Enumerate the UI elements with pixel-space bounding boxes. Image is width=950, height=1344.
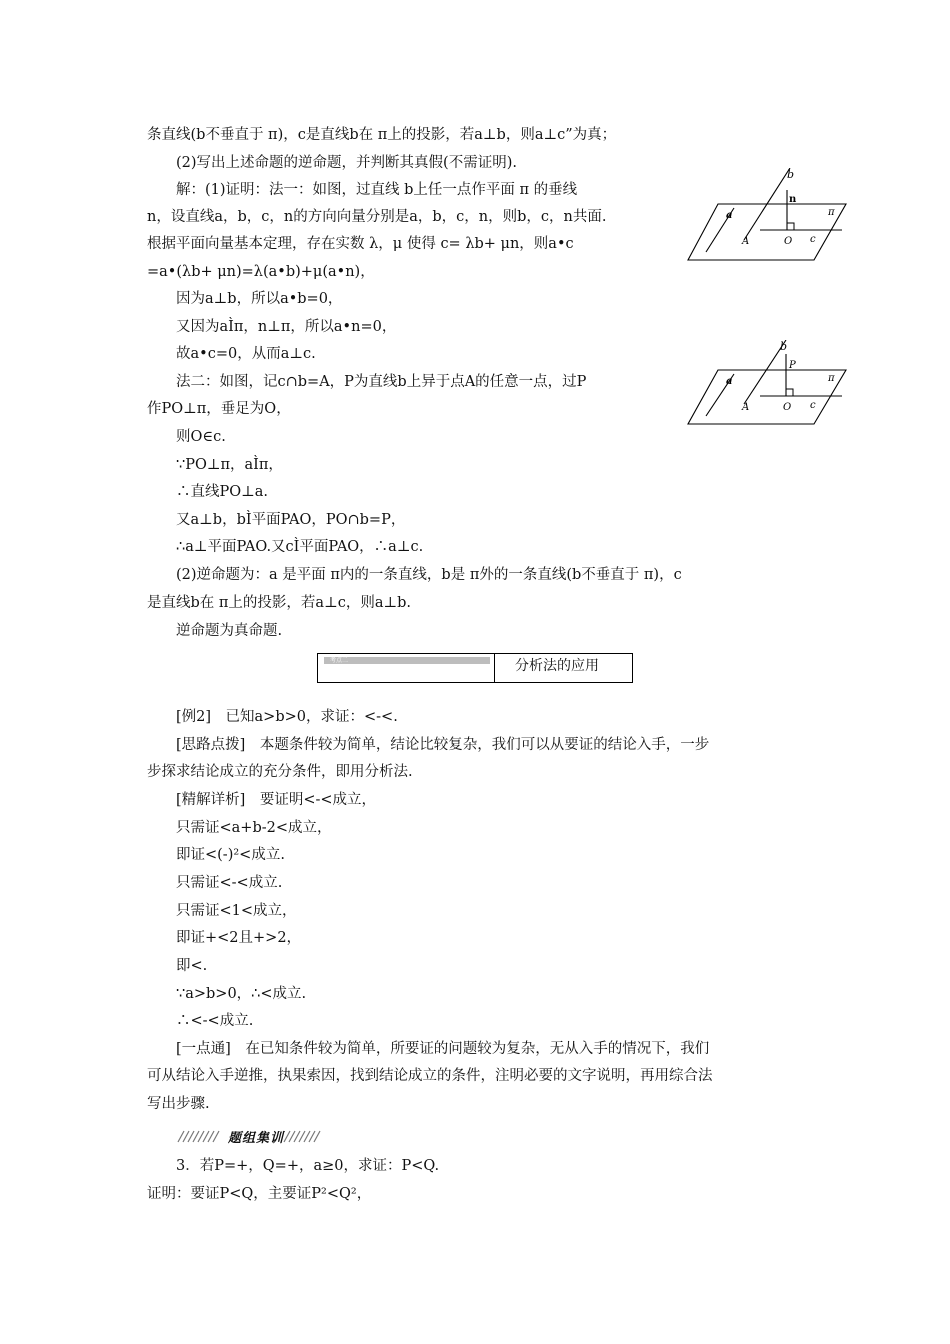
text-line: 即<. — [176, 958, 208, 974]
text-line: n，设直线a，b，c，n的方向向量分别是a，b，c，n，则b，c，n共面. — [147, 209, 607, 225]
text-line: 则O∈c. — [176, 429, 226, 445]
text-line: ∵PO⊥π，aÌπ， — [176, 457, 283, 473]
text-line: 步探求结论成立的充分条件，即用分析法. — [147, 764, 413, 780]
label-A: A — [742, 402, 750, 413]
label-b: b — [787, 168, 795, 181]
text-line: 只需证<a+b-2<成立， — [176, 820, 332, 836]
figure-plane-perpendicular-n — [686, 168, 848, 264]
plane-pi — [688, 370, 846, 424]
text-line: 证明：要证P<Q，主要证P²<Q²， — [147, 1186, 372, 1202]
text-line: 法二：如图，记c∩b=A，P为直线b上异于点A的任意一点，过P — [176, 374, 587, 390]
text-line: ∴a⊥平面PAO.又cÌ平面PAO，∴a⊥c. — [176, 539, 424, 555]
plane-pi — [688, 204, 846, 260]
label-P: P — [789, 360, 796, 371]
figure-plane-point-p — [686, 340, 848, 426]
label-c: c — [810, 234, 816, 245]
section-tag: 考点二 — [324, 657, 490, 664]
text-line: 作PO⊥π，垂足为O， — [147, 401, 291, 417]
text-line: 解：(1)证明：法一：如图，过直线 b上任一点作平面 π 的垂线 — [176, 182, 578, 198]
text-line: 即证<(-)²<成立. — [176, 847, 285, 863]
text-line: (2)写出上述命题的逆命题，并判断其真假(不需证明). — [176, 155, 517, 171]
text-line: 故a•c=0，从而a⊥c. — [176, 346, 316, 362]
section-title: 分析法的应用 — [515, 658, 599, 674]
text-line: 写出步骤. — [147, 1096, 210, 1112]
label-O: O — [783, 402, 792, 413]
section-header — [317, 653, 633, 683]
text-line: ∴<-<成立. — [176, 1013, 254, 1029]
text-line: 逆命题为真命题. — [176, 623, 283, 639]
label-c: c — [810, 400, 816, 411]
text-line: 只需证<1<成立， — [176, 903, 297, 919]
label-a: a — [726, 376, 733, 387]
text-line: 是直线b在 π上的投影，若a⊥c，则a⊥b. — [147, 595, 411, 611]
text-line: [精解详析] 要证明<-<成立， — [176, 792, 377, 808]
label-b: b — [780, 340, 788, 353]
right-angle-mark — [787, 223, 794, 230]
text-line: 只需证<-<成立. — [176, 875, 283, 891]
text-line: 根据平面向量基本定理，存在实数 λ，μ 使得 c= λb+ μn，则a•c — [147, 236, 574, 252]
text-line: ∵a>b>0，∴<成立. — [176, 986, 307, 1002]
label-n: n — [789, 194, 797, 205]
text-line: 又a⊥b，bÌ平面PAO，PO∩b=P， — [176, 512, 406, 528]
label-A: A — [742, 236, 750, 247]
text-line: 又因为aÌπ，n⊥π，所以a•n=0， — [176, 319, 397, 335]
label-O: O — [784, 236, 793, 247]
text-line: 即证+<2且+>2， — [176, 930, 302, 946]
banner-title: 题组集训 — [228, 1131, 285, 1146]
text-line: 条直线(b不垂直于 π)，c是直线b在 π上的投影，若a⊥b，则a⊥c”为真； — [147, 127, 617, 143]
text-line: 3．若P=+，Q=+，a≥0，求证：P<Q. — [176, 1158, 440, 1174]
section-tag-cell — [318, 654, 495, 682]
right-angle-mark — [786, 389, 793, 396]
text-line: 因为a⊥b，所以a•b=0， — [176, 291, 343, 307]
text-line: [一点通] 在已知条件较为简单，所要证的问题较为复杂，无从入手的情况下，我们 — [176, 1041, 710, 1057]
text-line: =a•(λb+ μn)=λ(a•b)+μ(a•n)， — [147, 264, 375, 280]
text-line: ∴直线PO⊥a. — [176, 484, 269, 500]
label-pi: π — [828, 207, 835, 218]
label-a: a — [726, 210, 733, 221]
text-line: [例2] 已知a>b>0，求证：<-<. — [176, 709, 398, 725]
text-line: (2)逆命题为：a 是平面 π内的一条直线，b是 π外的一条直线(b不垂直于 π)，c — [176, 567, 682, 583]
label-pi: π — [828, 373, 835, 384]
text-line: [思路点拨] 本题条件较为简单，结论比较复杂，我们可以从要证的结论入手，一步 — [176, 737, 710, 753]
practice-banner — [176, 1128, 322, 1144]
text-line: 可从结论入手逆推，执果索因，找到结论成立的条件，注明必要的文字说明，再用综合法 — [147, 1068, 713, 1084]
